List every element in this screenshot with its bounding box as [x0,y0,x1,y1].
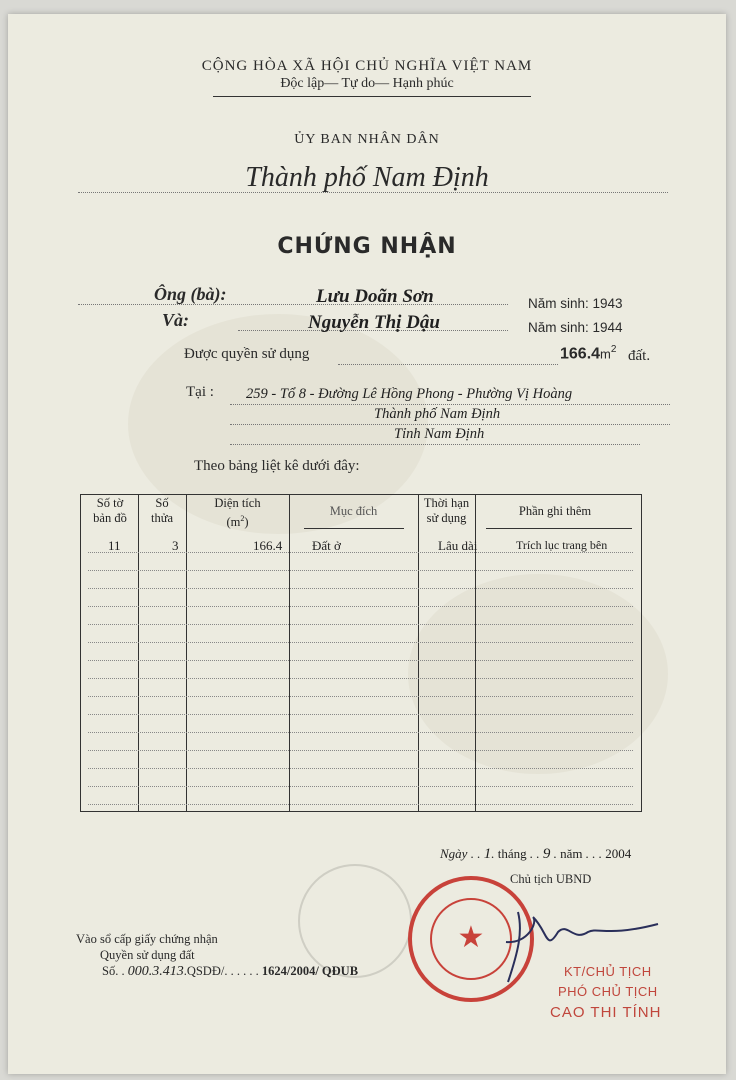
table-row-guide [88,606,633,607]
signer-name: CAO THI TÍNH [550,1004,662,1021]
header-term: Thời hạn sử dụng [423,496,470,525]
committee-label: ỦY BAN NHÂN DÂN [294,132,440,147]
table-row-guide [88,750,633,751]
owner2-label: Và: [162,310,189,330]
registry-line1: Vào sổ cấp giấy chứng nhận [76,932,218,946]
owner1-name: Lưu Doãn Sơn [316,286,434,307]
address-label: Tại : [186,384,214,400]
cell-map-sheet: 11 [108,538,121,553]
table-row-guide [88,714,633,715]
owner1-birth-year: Năm sinh: 1943 [528,296,623,311]
header-notes: Phần ghi thêm [518,504,592,518]
header-underline [304,528,404,529]
land-right-suffix: đất. [628,348,651,364]
land-area-unit: m [600,346,611,362]
header-parcel: Số thửa [150,496,174,525]
certificate-page [8,14,726,1074]
land-area-number: 166.4 [560,345,601,363]
document-title: CHỨNG NHẬN [277,234,457,259]
signer-role1: KT/CHỦ TỊCH [564,964,652,979]
national-motto: Độc lập— Tự do— Hạnh phúc [280,76,454,91]
signer-office: Chủ tịch UBND [510,872,592,886]
registry-line2: Quyền sử dụng đất [100,948,195,962]
cell-parcel: 3 [172,538,179,553]
table-intro: Theo bảng liệt kê dưới đây: [194,458,360,474]
cell-term: Lâu dài [438,538,478,553]
issue-date: Ngày . . 1. tháng . . 9 . năm . . . 2004 [440,846,632,862]
owner2-name: Nguyễn Thị Dậu [308,312,440,333]
header-rule [213,96,531,97]
country-name: CỘNG HÒA XÃ HỘI CHỦ NGHĨA VIỆT NAM [201,58,533,74]
cell-purpose: Đất ở [312,538,341,553]
table-row-guide [88,696,633,697]
land-right-label: Được quyền sử dụng [184,346,310,362]
table-row-guide [88,786,633,787]
table-row-guide [88,642,633,643]
owner1-label: Ông (bà): [154,284,227,304]
official-red-seal: ★ [408,876,534,1002]
table-row-guide [88,660,633,661]
table-row-guide [88,624,633,625]
signer-role2: PHÓ CHỦ TỊCH [558,984,658,999]
cell-area: 166.4 [253,538,283,553]
faded-seal-mark [298,864,412,978]
land-area-unit-sup: 2 [610,344,617,355]
address-line2: Thành phố Nam Định [374,406,501,422]
table-row-guide [88,768,633,769]
table-row-guide [88,678,633,679]
city-name: Thành phố Nam Định [245,162,489,193]
table-row-guide [88,804,633,805]
address-line1: 259 - Tổ 8 - Đường Lê Hồng Phong - Phường Vị Hoàng [246,386,573,402]
header-underline [486,528,632,529]
header-map-sheet: Số tờ bản đồ [93,496,127,525]
cell-notes: Trích lục trang bên [516,538,608,552]
address-line3: Tỉnh Nam Định [394,426,485,442]
table-row-guide [88,588,633,589]
land-area-value [560,344,616,363]
header-purpose: Mục đích [329,504,378,518]
table-row-guide [88,570,633,571]
header-area: Diện tích $(m^2)$ [214,496,261,530]
table-row-guide [88,732,633,733]
registry-number-line: Số. . 000.3.413.QSDĐ/. . . . . . 1624/2004/ QĐUB [102,964,359,979]
owner2-birth-year: Năm sinh: 1944 [528,320,623,335]
